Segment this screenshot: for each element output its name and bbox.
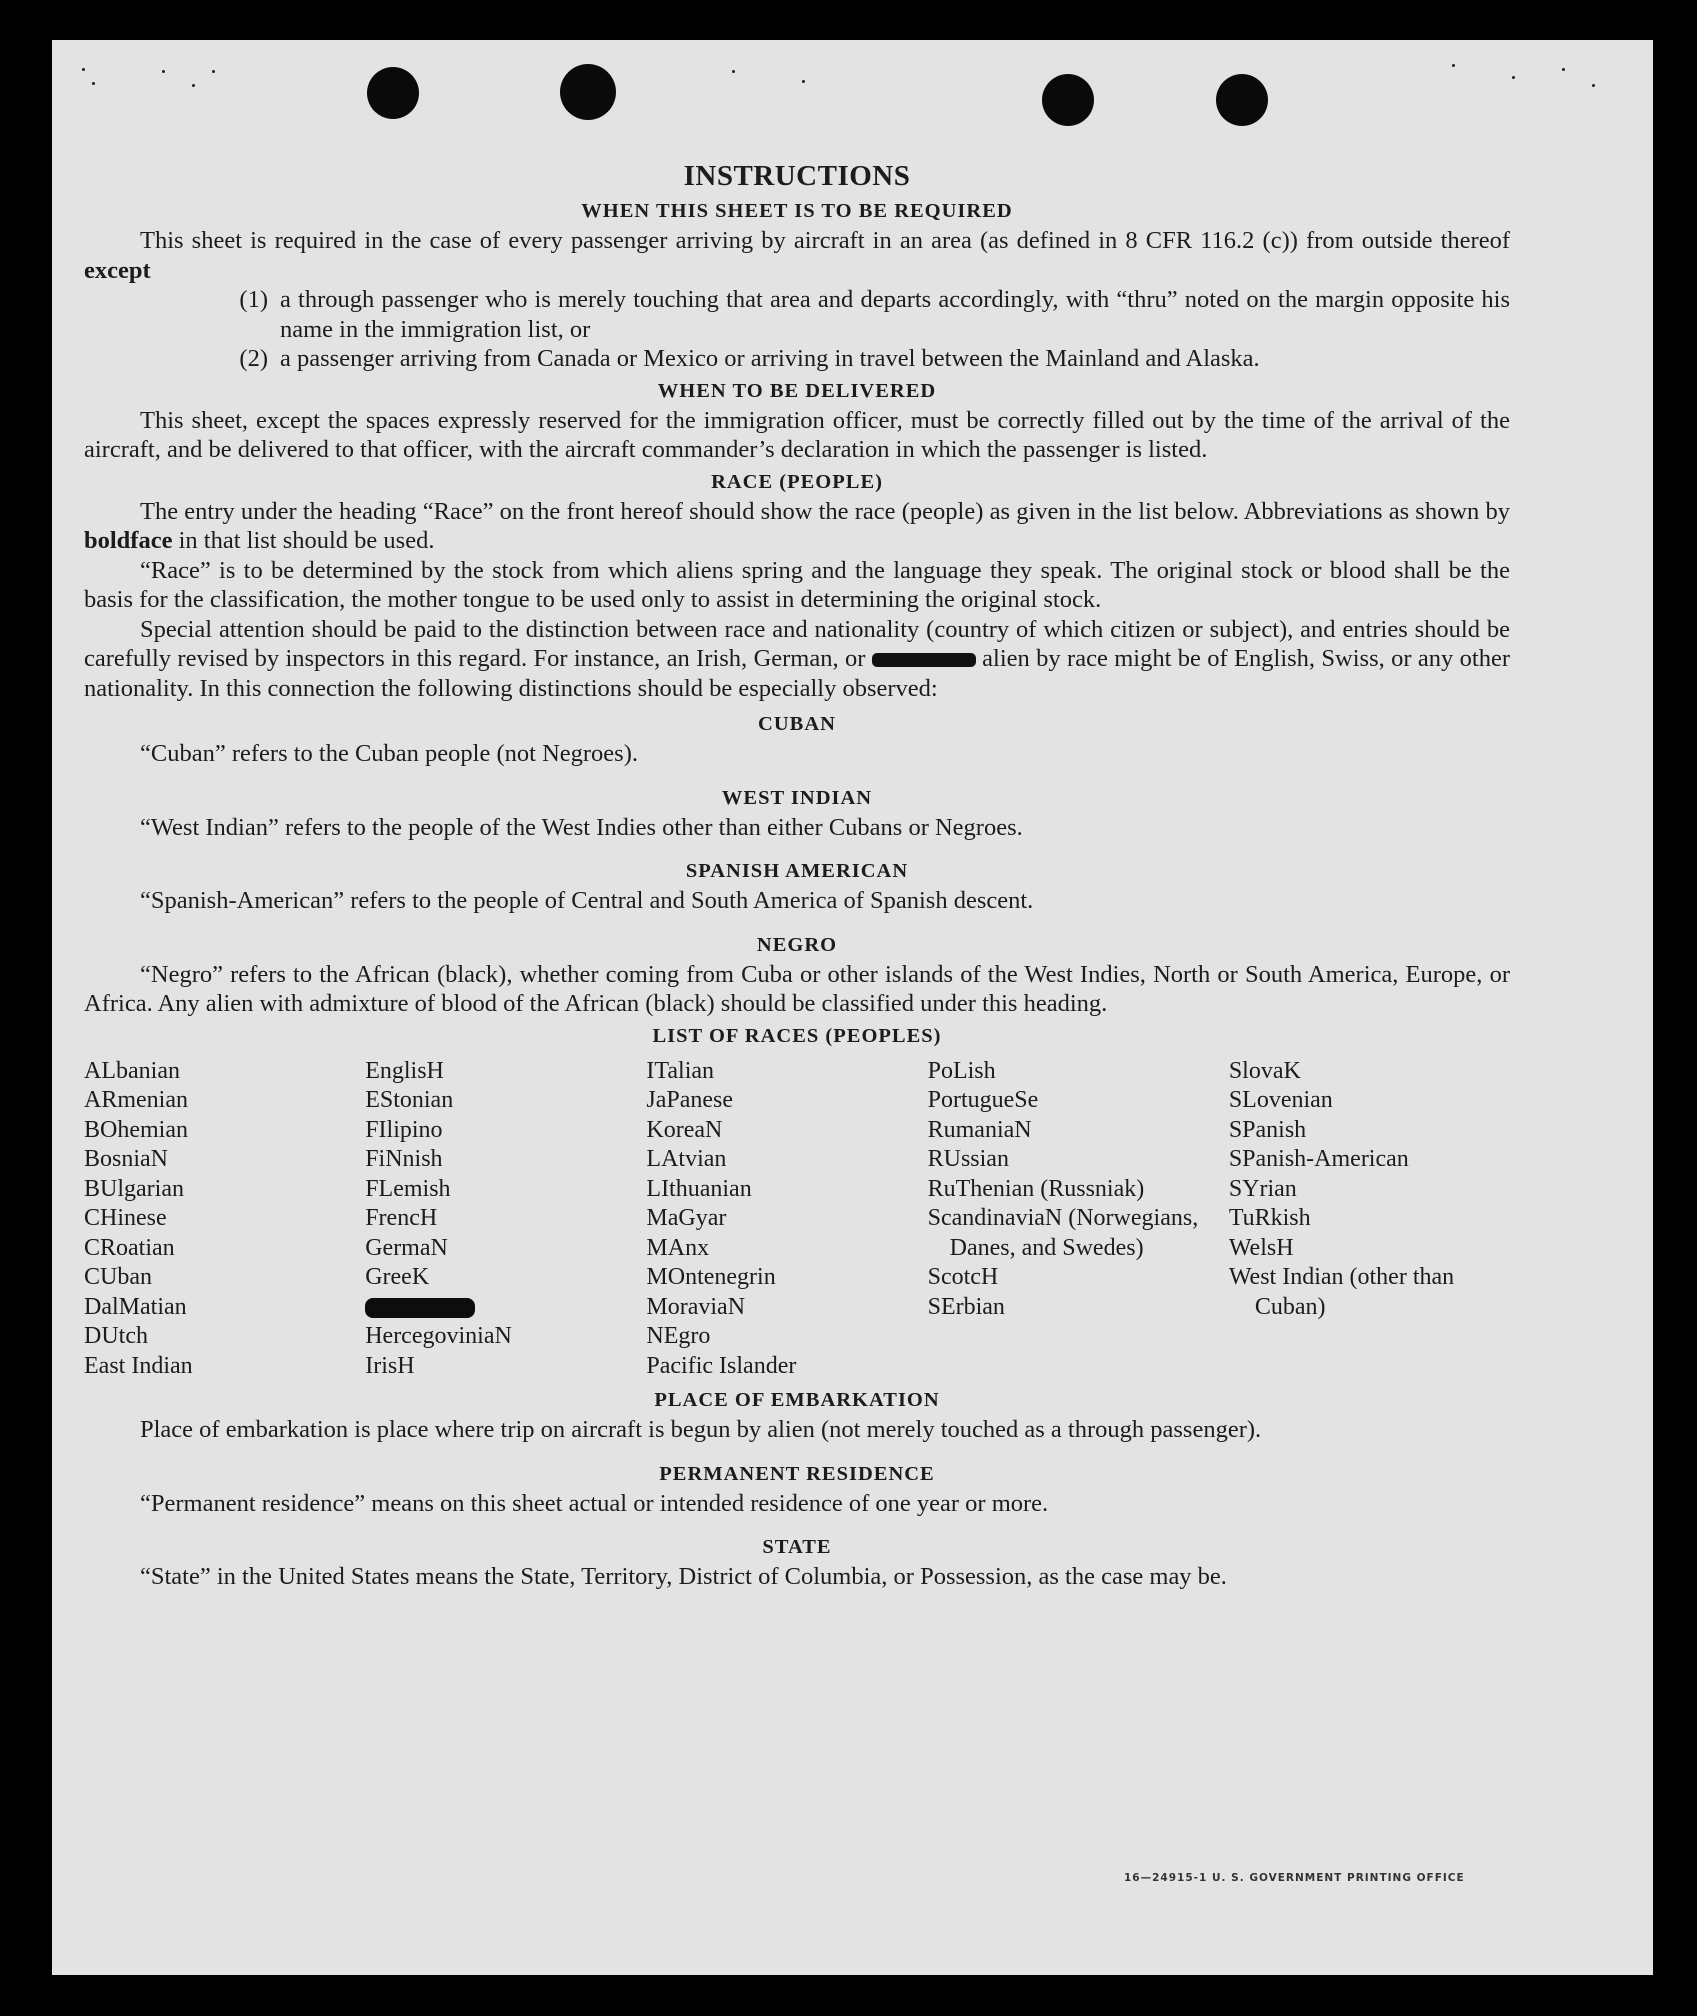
printer-imprint: 16—24915-1 U. S. GOVERNMENT PRINTING OFFICE <box>1124 1872 1465 1884</box>
race-entry: DUtch <box>84 1323 148 1349</box>
race-column <box>928 1057 1229 1382</box>
required-intro: This sheet is required in the case of every passenger arriving by aircraft in an area (as defined in 8 CFR 116.2 (c)) from outside thereof except <box>84 227 1510 284</box>
exception-item: (1) a through passenger who is merely touching that area and departs accordingly, with “thru” noted on the margin opposite his name in the immigration list, or <box>239 286 1510 343</box>
redacted-entry <box>365 1293 646 1323</box>
race-entry: ARmenian <box>84 1087 188 1113</box>
west-indian-text: “West Indian” refers to the people of the West Indies other than either Cubans or Negroes. <box>140 813 1023 841</box>
race-entry: BOhemian <box>84 1116 188 1143</box>
punch-hole <box>367 67 419 119</box>
race-entry: CUban <box>84 1264 152 1290</box>
exception-item: (2) a passenger arriving from Canada or Mexico or arriving in travel between the Mainland and Alaska. <box>239 345 1260 372</box>
race-entry: PoLish <box>927 1057 996 1084</box>
race-entry: TuRkish <box>1228 1205 1311 1231</box>
punch-hole <box>560 64 616 120</box>
race-entry: RUssian <box>927 1146 1009 1172</box>
race-entry: LIthuanian <box>646 1175 752 1202</box>
race-entry: BosniaN <box>84 1146 168 1172</box>
section-heading-race: RACE (PEOPLE) <box>711 470 883 493</box>
race-entry: SLovenian <box>1228 1087 1333 1113</box>
race-entry: MOntenegrin <box>646 1264 776 1290</box>
punch-hole <box>1216 74 1268 126</box>
list-of-races-heading: LIST OF RACES (PEOPLES) <box>652 1024 942 1047</box>
race-entry: GreeK <box>365 1264 430 1290</box>
race-paragraph-2: “Race” is to be determined by the stock from which aliens spring and the language they speak. The original stock or blood shall be the basis for the classification, the mother tongue to be used only to assist in determining the original stock. <box>84 556 1510 613</box>
race-entry: SPanish <box>1228 1116 1307 1143</box>
race-entry: HercegoviniaN <box>365 1323 512 1349</box>
race-entry: LAtvian <box>646 1146 727 1172</box>
race-entry: NEgro <box>646 1323 711 1349</box>
race-entry: ALbanian <box>84 1057 180 1084</box>
race-paragraph-1: The entry under the heading “Race” on the front hereof should show the race (people) as given in the list below. Abbreviations as shown by boldface in that list should be used. <box>84 497 1510 554</box>
race-entry: SlovaK <box>1228 1057 1301 1084</box>
redaction-mark <box>872 653 976 667</box>
race-entry: FLemish <box>365 1175 451 1202</box>
section-heading-delivered: WHEN TO BE DELIVERED <box>657 379 937 402</box>
race-entry: IrisH <box>365 1352 415 1379</box>
section-heading-embarkation: PLACE OF EMBARKATION <box>654 1389 940 1411</box>
residence-text: “Permanent residence” means on this sheet actual or intended residence of one year or more. <box>140 1489 1049 1517</box>
embarkation-text: Place of embarkation is place where trip on aircraft is begun by alien (not merely touched as a through passenger). <box>140 1416 1262 1443</box>
race-list <box>84 1057 1510 1382</box>
page-title: INSTRUCTIONS <box>683 160 911 192</box>
cuban-text: “Cuban” refers to the Cuban people (not Negroes). <box>140 740 638 767</box>
delivered-text: This sheet, except the spaces expressly reserved for the immigration officer, must be correctly filled out by the time of the arrival of the aircraft, and be delivered to that officer, with the aircraft commander’s declaration in which the passenger is listed. <box>84 406 1510 463</box>
race-entry: ScandinaviaN (Norwegians, Danes, and Swedes) <box>927 1205 1199 1261</box>
section-heading-negro: NEGRO <box>756 933 838 956</box>
race-entry: Pacific Islander <box>646 1352 797 1379</box>
race-entry: KoreaN <box>646 1116 723 1143</box>
instructions-content <box>84 158 1510 1592</box>
race-entry: CRoatian <box>84 1234 175 1261</box>
race-entry: MAnx <box>646 1234 710 1261</box>
race-entry: East Indian <box>84 1352 193 1379</box>
negro-text: “Negro” refers to the African (black), whether coming from Cuba or other islands of the West Indies, North or South America, Europe, or Africa. Any alien with admixture of blood of the African (black) should be classified under this heading. <box>84 960 1510 1017</box>
race-entry: ScotcH <box>927 1264 999 1290</box>
race-column <box>1229 1057 1510 1382</box>
state-text: “State” in the United States means the State, Territory, District of Columbia, or Possession, as the case may be. <box>140 1563 1227 1590</box>
race-entry: DalMatian <box>84 1293 187 1320</box>
race-entry: CHinese <box>84 1205 167 1231</box>
section-heading-cuban: CUBAN <box>758 713 836 735</box>
race-entry: EnglisH <box>365 1057 444 1084</box>
race-entry: JaPanese <box>646 1087 734 1113</box>
race-entry: EStonian <box>365 1087 454 1113</box>
section-heading-residence: PERMANENT RESIDENCE <box>659 1462 935 1485</box>
race-entry: FiNnish <box>365 1146 443 1172</box>
race-column <box>646 1057 927 1382</box>
race-column <box>365 1057 646 1382</box>
section-heading-spanish-american: SPANISH AMERICAN <box>685 860 909 882</box>
race-entry: BUlgarian <box>84 1175 184 1202</box>
race-entry: West Indian (other than Cuban) <box>1228 1264 1455 1320</box>
section-heading-state: STATE <box>762 1536 832 1558</box>
race-entry: MoraviaN <box>646 1293 746 1320</box>
race-entry: FrencH <box>365 1205 438 1231</box>
redaction-mark <box>365 1298 475 1318</box>
race-entry: SErbian <box>927 1293 1005 1320</box>
race-entry: FIlipino <box>365 1116 443 1143</box>
spanish-american-text: “Spanish-American” refers to the people of Central and South America of Spanish descent. <box>140 887 1034 914</box>
race-paragraph-3: Special attention should be paid to the distinction between race and nationality (country of which citizen or subject), and entries should be carefully revised by inspectors in this regard. For instance, an Irish, German, or alien by race might be of English, Swiss, or any other nationality. In this connection the following distinctions should be especially observed: <box>84 615 1511 702</box>
race-entry: GermaN <box>365 1234 448 1261</box>
race-entry: PortugueSe <box>927 1087 1039 1113</box>
race-column <box>84 1057 365 1382</box>
race-entry: SYrian <box>1228 1175 1297 1202</box>
race-entry: WelsH <box>1228 1234 1294 1261</box>
punch-hole <box>1042 74 1094 126</box>
race-entry: RuThenian (Russniak) <box>927 1175 1145 1202</box>
section-heading-west-indian: WEST INDIAN <box>721 786 873 809</box>
race-entry: RumaniaN <box>927 1116 1032 1143</box>
race-entry: MaGyar <box>646 1205 727 1231</box>
race-entry: ITalian <box>646 1057 715 1084</box>
section-heading-required: WHEN THIS SHEET IS TO BE REQUIRED <box>581 200 1013 222</box>
race-entry: SPanish-American <box>1228 1146 1409 1172</box>
